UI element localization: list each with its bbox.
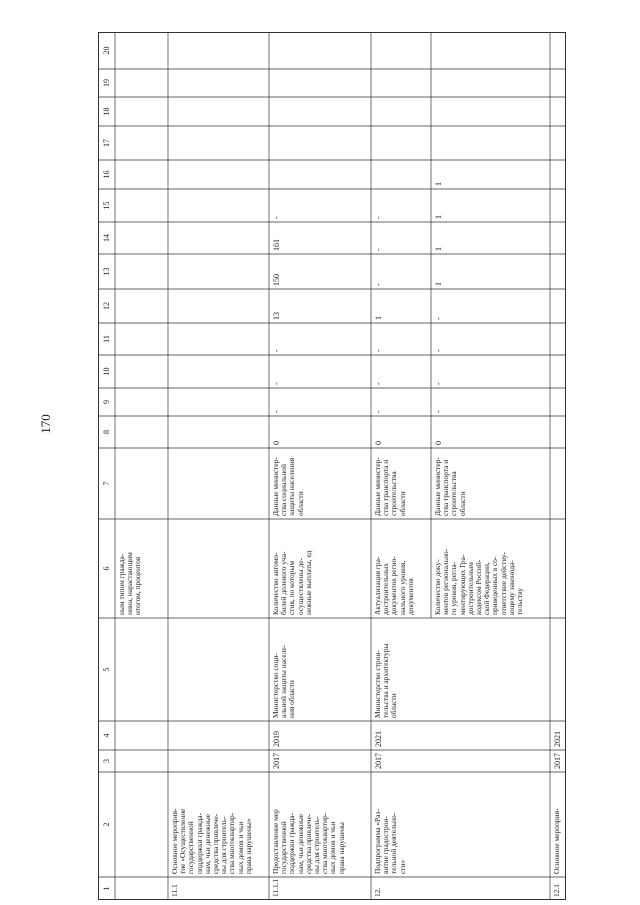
cell-r5-c3: 2017: [553, 753, 562, 769]
cell-r3-c15: -: [374, 216, 383, 219]
cell-r4-c10: -: [434, 382, 443, 385]
cell-r2-c6: Количество автомо- билей долевого уча- стия, по которым осуществлены де- нежные выплаты, ед: [271, 550, 313, 615]
page-number: 170: [38, 414, 53, 434]
header-col-12: 12: [102, 302, 111, 310]
header-col-4: 4: [102, 733, 111, 738]
header-col-14: 14: [102, 234, 111, 242]
cell-r2-c7: Данные министер- ства социальной защиты населения области: [271, 457, 305, 516]
cell-r3-c14: -: [374, 248, 383, 251]
cell-r5-c2: Основное мероприя-: [552, 808, 561, 874]
header-col-3: 3: [102, 759, 111, 763]
cell-r4-c8: 0: [434, 441, 443, 445]
cell-r3-c2: Подпрограмма «Раз- витие градострои- тельной деятельно- сти»: [373, 809, 407, 874]
header-col-5: 5: [102, 667, 111, 672]
header-col-17: 17: [102, 139, 111, 147]
cell-r3-c7: Данные министер- ства транспорта и строительства области: [373, 457, 407, 516]
cell-r3-c5: Министерство строи- тельства и архитектуры области: [373, 643, 399, 718]
cell-r2-c11: -: [272, 349, 281, 352]
cell-r3-c6: Актуализация гра- достроительных документов регио- нального уровня, документов: [373, 556, 415, 615]
cell-r2-c13: 150: [272, 274, 281, 286]
cell-r4-c15: 1: [434, 215, 443, 219]
header-col-2: 2: [102, 822, 111, 827]
cell-r2-c3: 2017: [272, 753, 281, 769]
header-col-1: 1: [102, 886, 111, 891]
cell-r1-c2: Основное мероприя- тие «Осуществление государственной поддержки гражда- нам, чьи денежные средства привлече- ны для строитель- ства многоквартир- ных домов и чьи права нарушены»: [170, 808, 253, 874]
cell-r4-c7: Данные министер- ства транспорта и строительства области: [433, 457, 467, 516]
cell-r4-c6: Количество доку- ментов регионально- го уровня, регла- ментирующих Гра- достроительным кодексом Россий- ской Федерации, приведенных в со- ответствие действу- ющему законода- тельству: [433, 548, 525, 615]
cell-r3-c13: -: [374, 283, 383, 286]
cell-r3-c4: 2021: [374, 731, 383, 747]
cell-r2-c10: -: [272, 382, 281, 385]
header-col-6: 6: [102, 566, 111, 571]
cell-r3-c12: 1: [374, 316, 383, 320]
cell-r2-c9: -: [272, 410, 281, 413]
header-col-18: 18: [102, 107, 111, 116]
cell-r4-c9: -: [434, 410, 443, 413]
header-col-7: 7: [102, 481, 111, 486]
header-col-11: 11: [102, 335, 111, 343]
header-col-10: 10: [102, 367, 111, 376]
cell-r3-c11: -: [374, 349, 383, 352]
cell-r3-c8: 0: [374, 441, 383, 445]
header-col-8: 8: [102, 430, 111, 434]
cell-r3-c9: -: [374, 410, 383, 413]
cell-r2-c4: 2019: [272, 731, 281, 747]
cell-r5-c1: 12.1: [552, 884, 561, 897]
cell-r5-c4: 2021: [553, 731, 562, 747]
header-col-19: 19: [102, 79, 111, 87]
cell-r4-c13: 1: [434, 282, 443, 286]
cell-r2-c14: 161: [272, 239, 281, 251]
cell-r3-c10: -: [374, 382, 383, 385]
cell-r4-c11: -: [434, 349, 443, 352]
cell-r1-c1: 11.1: [170, 884, 179, 897]
cell-r2-c15: -: [272, 216, 281, 219]
document-table: [98, 32, 566, 900]
header-col-15: 15: [102, 201, 111, 210]
cell-r2-c5: Министерство соци- альной защиты населе- ния области: [271, 644, 297, 718]
cell-r2-c12: 13: [272, 312, 281, 320]
cell-r0-c6: ным типом гражда- нина, нарастающим итогом, процентов: [117, 552, 143, 615]
cell-r3-c1: 12.: [373, 887, 382, 897]
cell-r4-c16: 1: [434, 182, 443, 186]
header-col-16: 16: [102, 170, 111, 179]
cell-r2-c1: 11.1.1: [271, 878, 280, 897]
header-col-20: 20: [102, 46, 111, 55]
header-col-13: 13: [102, 267, 111, 276]
cell-r4-c12: -: [434, 317, 443, 320]
cell-r3-c3: 2017: [374, 753, 383, 769]
cell-r4-c14: 1: [434, 247, 443, 251]
cell-r2-c8: 0: [272, 441, 281, 445]
cell-r2-c2: Предоставление мер государственной поддержки гражда- нам, чьи денежные средства привлече- ны для строитель- ства многоквартир- ных домов и чьи права нарушены: [271, 809, 346, 874]
header-col-9: 9: [102, 400, 111, 404]
